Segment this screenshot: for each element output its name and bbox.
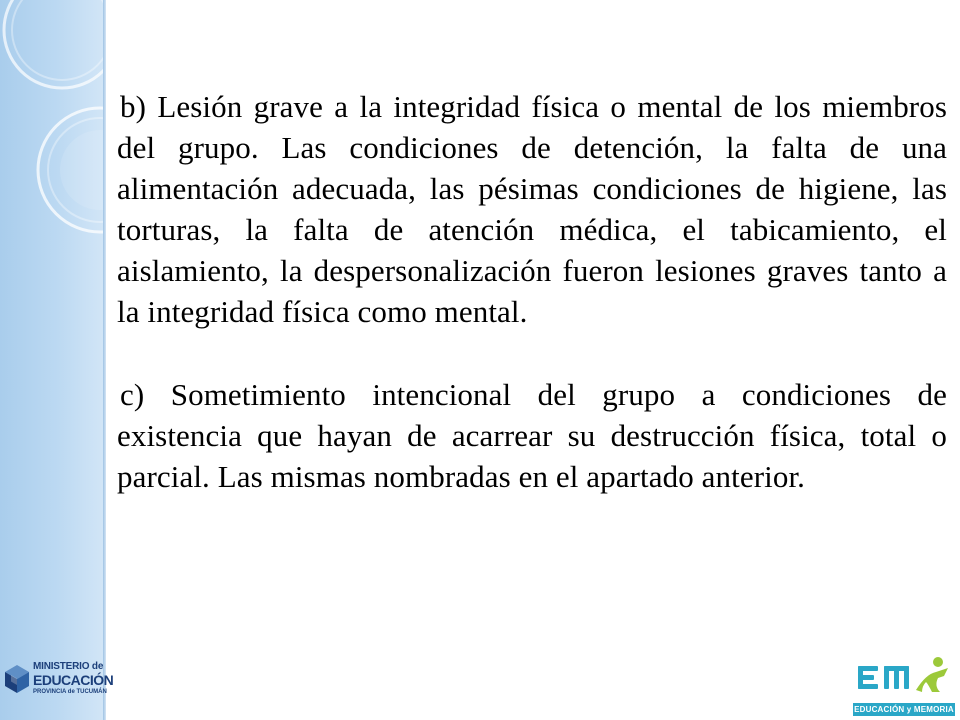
paragraph-b: b) Lesión grave a la integridad física o mental de los miembros del grupo. Las condiciones de detención, la falta de una alimentación adecuada, las pésimas condiciones de higiene, las torturas, la falta de atención médica, el tabicamiento, el aislamiento, la despersonalización fueron lesiones graves tanto a la integridad física como mental. [117,89,947,329]
education-memory-caption: EDUCACIÓN y MEMORIA [854,705,954,714]
education-memory-logo [852,652,956,720]
ministry-logo-text [33,661,114,695]
paragraph-c: c) Sometimiento intencional del grupo a condiciones de existencia que hayan de acarrear su destrucción física, total o parcial. Las mismas nombradas en el apartado anterior. [117,377,947,494]
ministry-logo-line1: MINISTERIO de [33,661,104,672]
ministry-logo-line2: EDUCACIÓN [33,672,114,688]
sidebar-circles-decoration [0,0,106,720]
ministry-cube-icon [4,664,30,694]
slide-body [117,86,947,497]
decorative-sidebar [0,0,106,720]
ministry-logo-line3: PROVINCIA de TUCUMÁN [33,689,107,695]
sidebar-edge [103,0,106,720]
education-memory-emblem-icon [852,652,956,702]
ministry-logo [0,656,112,720]
